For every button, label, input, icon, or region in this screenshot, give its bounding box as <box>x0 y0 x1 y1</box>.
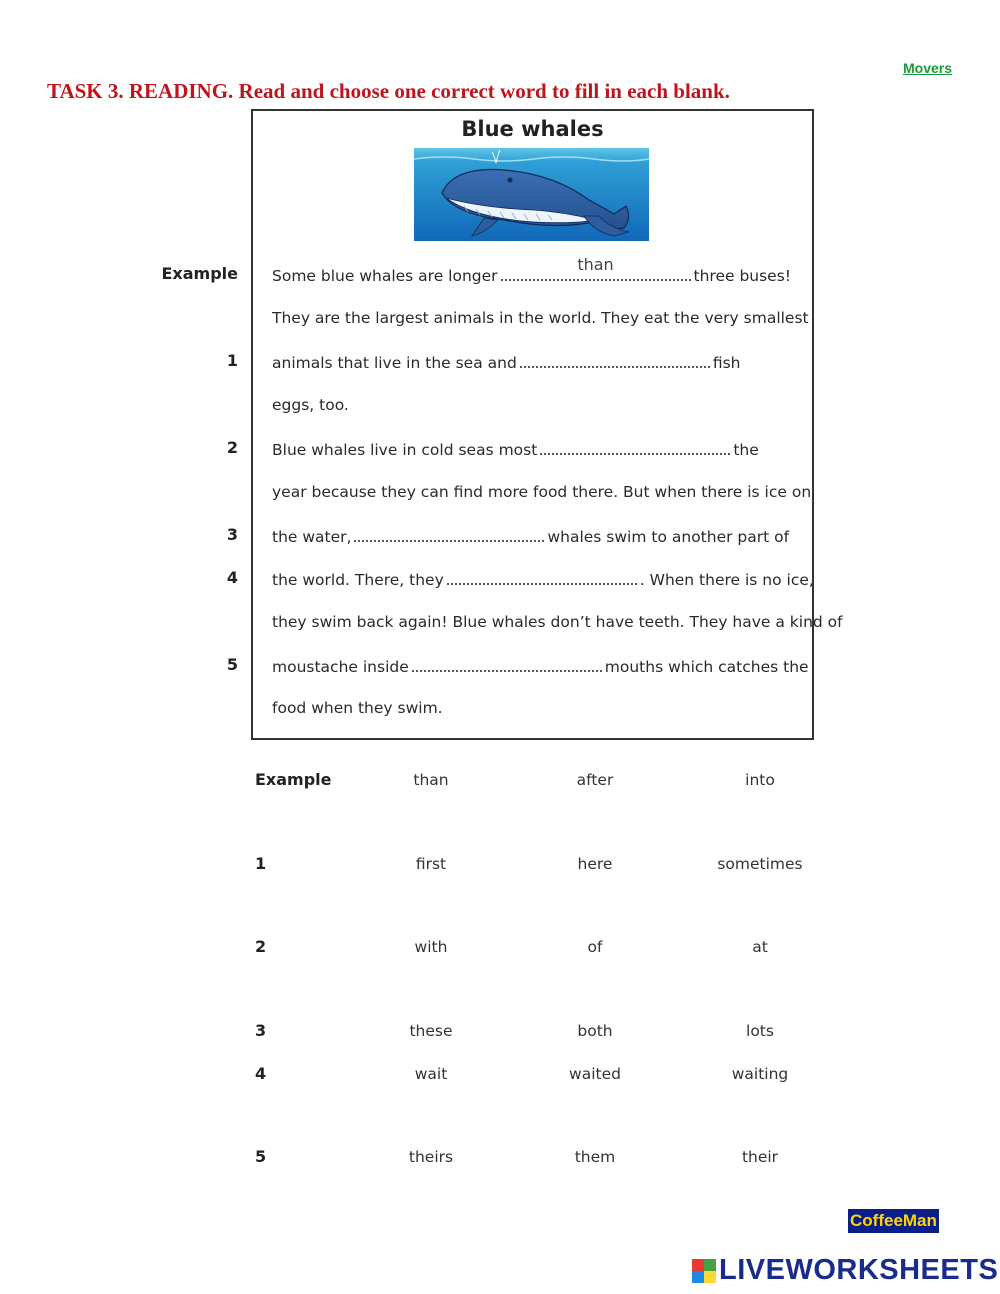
option-choice[interactable]: theirs <box>408 1148 454 1166</box>
passage-text: mouths which catches the <box>604 658 809 676</box>
passage-line: year because they can find more food there. But when there is ice on <box>272 483 812 501</box>
passage-line <box>272 526 789 546</box>
liveworksheets-logo[interactable] <box>692 1254 998 1287</box>
passage-line: food when they swim. <box>272 699 443 717</box>
passage-line <box>272 255 792 285</box>
passage-text: moustache inside <box>272 658 409 676</box>
passage-line <box>272 352 740 372</box>
passage-text: fish <box>712 354 741 372</box>
option-choice[interactable]: at <box>752 938 768 956</box>
option-choice[interactable]: wait <box>414 1065 448 1083</box>
passage-text: three buses! <box>693 267 792 285</box>
task-title: TASK 3. READING. Read and choose one correct word to fill in each blank. <box>47 79 730 103</box>
answer-blank-4[interactable] <box>447 569 637 585</box>
option-choice[interactable]: both <box>577 1022 613 1040</box>
question-5-number: 5 <box>226 655 238 674</box>
option-row-label-example: Example <box>255 770 332 789</box>
passage-line <box>272 656 809 676</box>
option-choice[interactable]: of <box>587 938 603 956</box>
passage-line: they swim back again! Blue whales don’t have teeth. They have a kind of <box>272 613 843 631</box>
question-1-number: 1 <box>226 351 238 370</box>
answer-blank-1[interactable] <box>520 352 710 368</box>
passage-text: the world. There, they <box>272 571 444 589</box>
option-choice: into <box>745 771 775 789</box>
option-row-label-4: 4 <box>255 1064 267 1083</box>
option-choice[interactable]: these <box>409 1022 453 1040</box>
option-choice: than <box>413 771 449 789</box>
passage-text: . When there is no ice, <box>639 571 814 589</box>
option-choice[interactable]: their <box>741 1148 779 1166</box>
passage-text: the <box>733 441 759 459</box>
passage-line <box>272 569 814 589</box>
passage-line: They are the largest animals in the world. They eat the very smallest <box>272 309 809 327</box>
liveworksheets-logo-text: LIVEWORKSHEETS <box>719 1254 999 1286</box>
passage-text: the water, <box>272 528 352 546</box>
liveworksheets-icon <box>692 1259 716 1283</box>
movers-level-link[interactable]: Movers <box>903 60 953 76</box>
question-4-number: 4 <box>226 568 238 587</box>
blue-whale-illustration <box>414 148 649 241</box>
option-choice[interactable]: waiting <box>731 1065 789 1083</box>
option-choice[interactable]: first <box>415 855 447 873</box>
question-3-number: 3 <box>226 525 238 544</box>
passage-line <box>272 439 759 459</box>
option-choice[interactable]: waited <box>569 1065 621 1083</box>
option-choice[interactable]: them <box>574 1148 616 1166</box>
example-label: Example <box>161 264 238 283</box>
example-answer: than <box>577 255 614 274</box>
option-row-label-1: 1 <box>255 854 267 873</box>
example-blank <box>501 255 691 281</box>
passage-text: whales swim to another part of <box>547 528 790 546</box>
option-choice: after <box>576 771 614 789</box>
option-row-label-5: 5 <box>255 1147 267 1166</box>
option-choice[interactable]: with <box>414 938 448 956</box>
answer-blank-2[interactable] <box>540 439 730 455</box>
option-choice[interactable]: here <box>577 855 613 873</box>
passage-title: Blue whales <box>461 117 604 141</box>
coffeeman-badge: CoffeeMan <box>848 1209 939 1233</box>
passage-line: eggs, too. <box>272 396 349 414</box>
option-choice[interactable]: lots <box>746 1022 774 1040</box>
passage-text: Some blue whales are longer <box>272 267 498 285</box>
passage-text: animals that live in the sea and <box>272 354 517 372</box>
option-row-label-2: 2 <box>255 937 267 956</box>
answer-blank-3[interactable] <box>354 526 544 542</box>
option-choice[interactable]: sometimes <box>717 855 803 873</box>
question-2-number: 2 <box>226 438 238 457</box>
option-row-label-3: 3 <box>255 1021 267 1040</box>
passage-text: Blue whales live in cold seas most <box>272 441 538 459</box>
answer-blank-5[interactable] <box>412 656 602 672</box>
